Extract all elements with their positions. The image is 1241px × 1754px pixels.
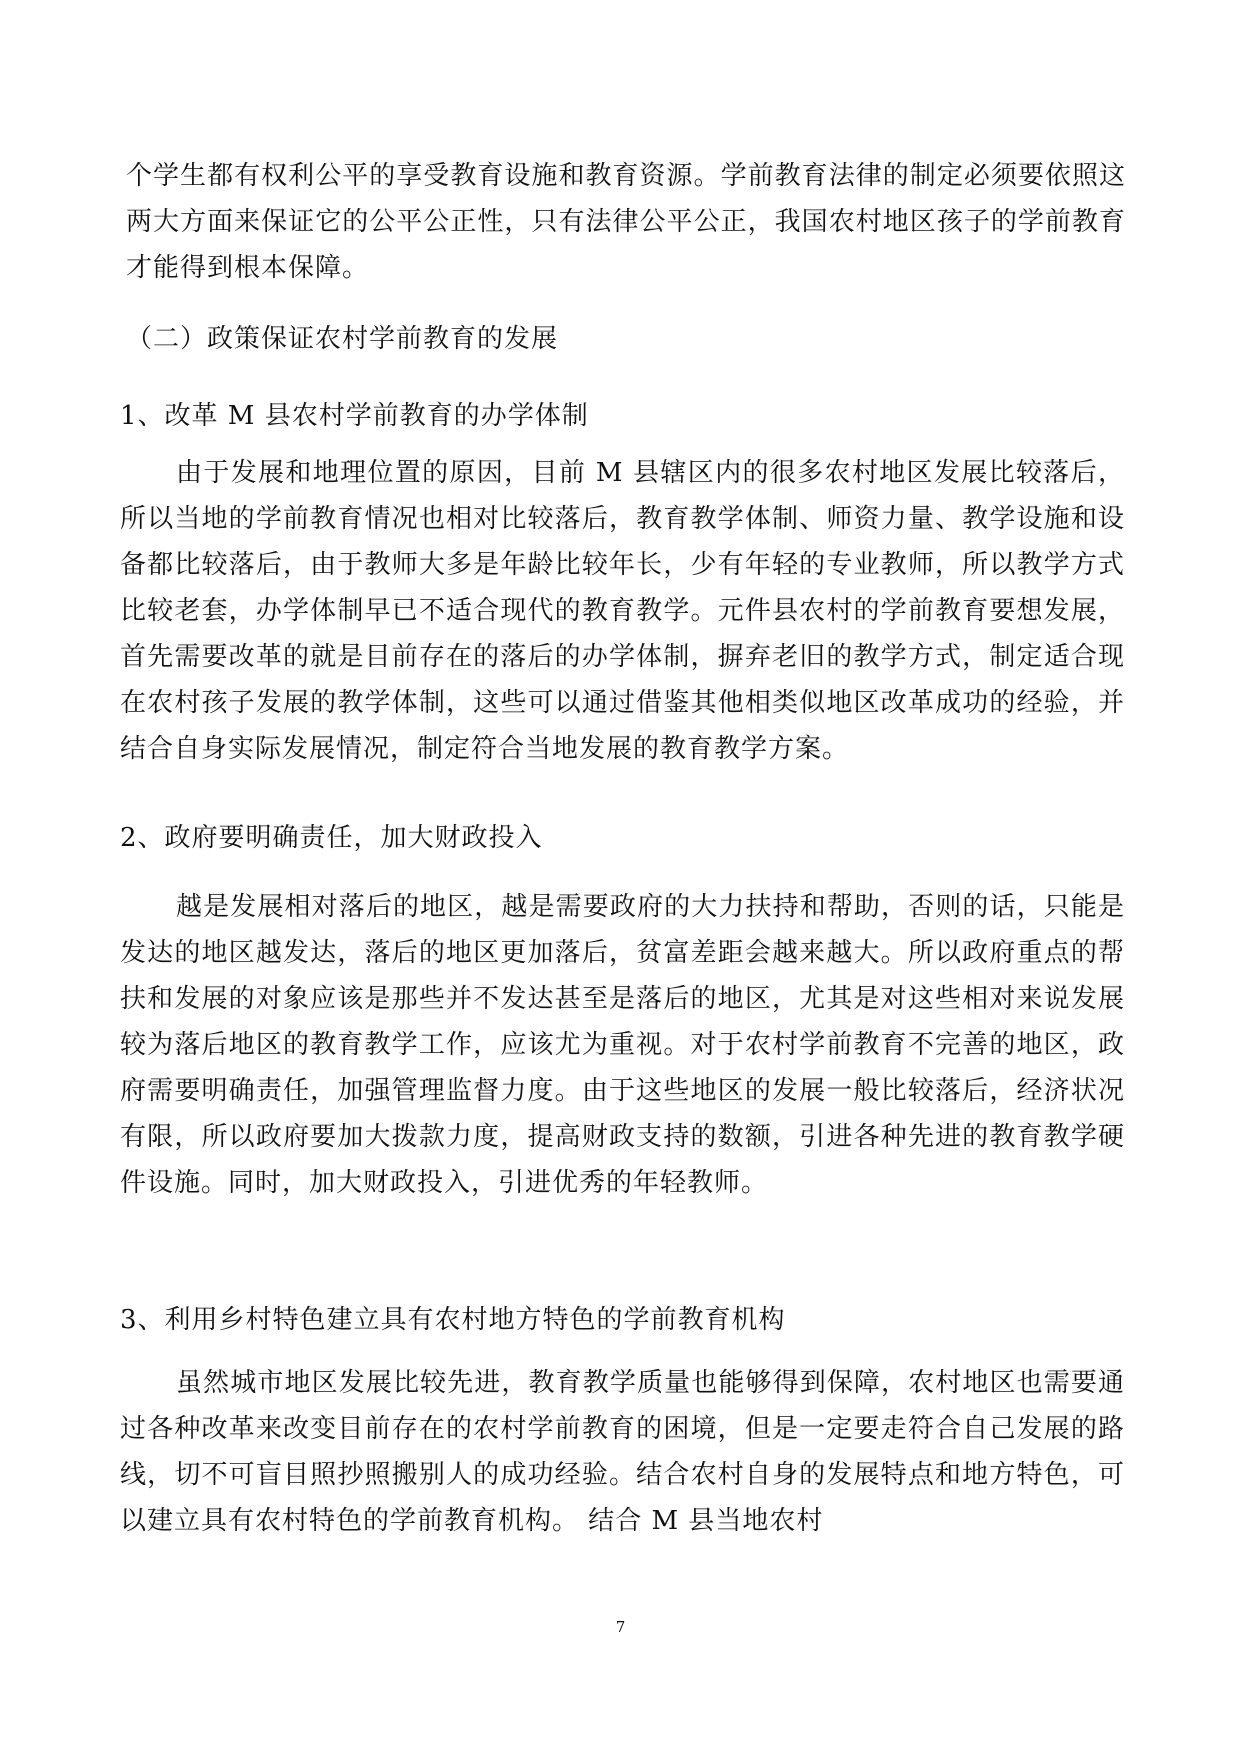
page-number: 7 — [615, 1618, 626, 1636]
paragraph-text: 个学生都有权利公平的享受教育设施和教育资源。学前教育法律的制定必须要依照这两大方面来保证它的公平公正性，只有法律公平公正，我国农村地区孩子的学前教育才能得到根本保障。 — [126, 161, 1126, 283]
paragraph-text: 虽然城市地区发展比较先进，教育教学质量也能够得到保障，农村地区也需要通过各种改革来改变目前存在的农村学前教育的困境，但是一定要走符合自己发展的路线，切不可盲目照抄照搬别人的成功经验。结合农村自身的发展特点和地方特色，可以建立具有农村特色的学前教育机构。 结合 M 县当地农村 — [120, 1368, 1125, 1536]
subsection-heading-1: 1、改革 M 县农村学前教育的办学体制 — [120, 401, 589, 431]
section-heading: （二）政策保证农村学前教育的发展 — [126, 324, 559, 354]
paragraph-text: 越是发展相对落后的地区，越是需要政府的大力扶持和帮助，否则的话，只能是发达的地区越发达，落后的地区更加落后，贫富差距会越来越大。所以政府重点的帮扶和发展的对象应该是那些并不发达甚至是落后的地区，尤其是对这些相对来说发展较为落后地区的教育教学工作，应该尤为重视。对于农村学前教育不完善的地区，政府需要明确责任，加强管理监督力度。由于这些地区的发展一般比较落后，经济状况有限，所以政府要加大拨款力度，提高财政支持的数额，引进各种先进的教育教学硬件设施。同时，加大财政投入，引进优秀的年轻教师。 — [120, 892, 1125, 1198]
paragraph-text: 由于发展和地理位置的原因，目前 M 县辖区内的很多农村地区发展比较落后，所以当地的学前教育情况也相对比较落后，教育教学体制、师资力量、教学设施和设备都比较落后，由于教师大多是年龄比较年长，少有年轻的专业教师，所以教学方式比较老套，办学体制早已不适合现代的教育教学。元件县农村的学前教育要想发展，首先需要改革的就是目前存在的落后的办学体制，摒弃老旧的教学方式，制定适合现在农村孩子发展的教学体制，这些可以通过借鉴其他相类似地区改革成功的经验，并结合自身实际发展情况，制定符合当地发展的教育教学方案。 — [120, 458, 1125, 764]
paragraph-continuation — [126, 153, 1126, 291]
subsection-heading-3: 3、利用乡村特色建立具有农村地方特色的学前教育机构 — [120, 1305, 786, 1335]
subsection-1-body — [120, 450, 1125, 772]
subsection-2-body — [120, 884, 1125, 1206]
subsection-heading-2: 2、政府要明确责任，加大财政投入 — [120, 823, 543, 853]
subsection-3-body — [120, 1360, 1125, 1544]
